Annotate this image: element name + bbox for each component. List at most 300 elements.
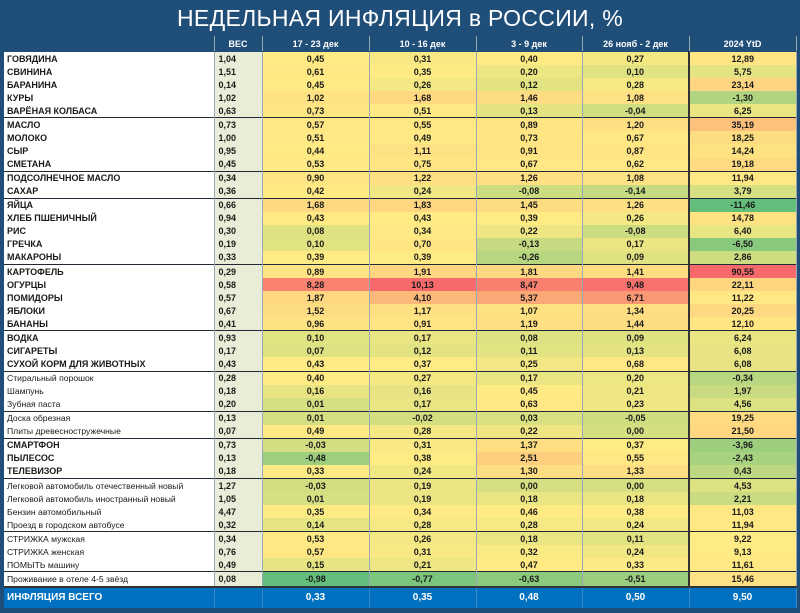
week-value-cell: 1,52 <box>262 304 369 317</box>
ytd-value-cell: 12,89 <box>689 52 796 66</box>
week-value-cell: 0,13 <box>476 104 582 118</box>
week-value-cell: 0,28 <box>369 518 476 532</box>
table-row <box>4 225 796 238</box>
ytd-value-cell: 23,14 <box>689 78 796 91</box>
table-row <box>4 558 796 572</box>
total-week-4: 0,50 <box>582 587 689 608</box>
week-value-cell: 4,10 <box>369 291 476 304</box>
row-weight: 0,18 <box>214 465 262 479</box>
week-value-cell: 0,46 <box>476 505 582 518</box>
row-weight: 0,58 <box>214 278 262 291</box>
week-value-cell: -0,98 <box>262 572 369 587</box>
week-value-cell: 0,26 <box>369 78 476 91</box>
week-value-cell: 0,89 <box>476 118 582 132</box>
ytd-value-cell: 1,97 <box>689 385 796 398</box>
week-value-cell: 0,43 <box>369 212 476 225</box>
table-row <box>4 317 796 331</box>
week-value-cell: 0,19 <box>369 479 476 493</box>
table-row <box>4 291 796 304</box>
week-value-cell: 0,01 <box>262 492 369 505</box>
week-value-cell: 0,11 <box>476 344 582 357</box>
table-row <box>4 104 796 118</box>
ytd-value-cell: 4,56 <box>689 398 796 412</box>
row-name: ВАРЁНАЯ КОЛБАСА <box>4 104 214 118</box>
week-value-cell: -0,26 <box>476 251 582 265</box>
row-name: СЫР <box>4 144 214 157</box>
week-value-cell: 0,51 <box>262 131 369 144</box>
ytd-value-cell: -6,50 <box>689 238 796 251</box>
row-name: БАРАНИНА <box>4 78 214 91</box>
week-value-cell: 0,31 <box>369 52 476 66</box>
total-week-1: 0,33 <box>262 587 369 608</box>
week-value-cell: 0,09 <box>582 331 689 345</box>
table-row <box>4 479 796 493</box>
ytd-value-cell: -11,46 <box>689 198 796 212</box>
row-name: СМЕТАНА <box>4 158 214 172</box>
week-value-cell: 0,70 <box>369 238 476 251</box>
row-name: СМАРТФОН <box>4 438 214 452</box>
row-name: Доска обрезная <box>4 411 214 425</box>
week-value-cell: 1,33 <box>582 465 689 479</box>
ytd-value-cell: 19,25 <box>689 411 796 425</box>
week-value-cell: 6,71 <box>582 291 689 304</box>
week-value-cell: 0,45 <box>262 78 369 91</box>
ytd-value-cell: 6,08 <box>689 357 796 371</box>
ytd-value-cell: 11,94 <box>689 171 796 185</box>
row-weight: 0,63 <box>214 104 262 118</box>
ytd-value-cell: 90,55 <box>689 265 796 279</box>
row-weight: 0,36 <box>214 185 262 199</box>
week-value-cell: 0,61 <box>262 65 369 78</box>
ytd-value-cell: 6,40 <box>689 225 796 238</box>
week-value-cell: 0,33 <box>582 558 689 572</box>
ytd-value-cell: 11,03 <box>689 505 796 518</box>
week-value-cell: 0,21 <box>582 385 689 398</box>
header-week-1: 17 - 23 дек <box>262 36 369 52</box>
ytd-value-cell: 35,19 <box>689 118 796 132</box>
row-name: СИГАРЕТЫ <box>4 344 214 357</box>
week-value-cell: 0,08 <box>262 225 369 238</box>
week-value-cell: 0,31 <box>369 438 476 452</box>
week-value-cell: 1,91 <box>369 265 476 279</box>
row-weight: 0,20 <box>214 398 262 412</box>
week-value-cell: 1,81 <box>476 265 582 279</box>
row-name: Бензин автомобильный <box>4 505 214 518</box>
ytd-value-cell: 12,10 <box>689 317 796 331</box>
row-weight: 0,45 <box>214 158 262 172</box>
week-value-cell: 0,22 <box>476 425 582 439</box>
row-weight: 0,33 <box>214 251 262 265</box>
week-value-cell: 1,68 <box>369 91 476 104</box>
ytd-value-cell: -3,96 <box>689 438 796 452</box>
ytd-value-cell: 11,61 <box>689 558 796 572</box>
week-value-cell: 0,96 <box>262 317 369 331</box>
row-weight: 0,17 <box>214 344 262 357</box>
week-value-cell: 0,17 <box>369 331 476 345</box>
total-label: ИНФЛЯЦИЯ ВСЕГО <box>4 587 214 608</box>
table-row <box>4 185 796 199</box>
row-name: ПЫЛЕСОС <box>4 452 214 465</box>
week-value-cell: 0,01 <box>262 411 369 425</box>
ytd-value-cell: 15,46 <box>689 572 796 587</box>
week-value-cell: 0,11 <box>582 532 689 546</box>
week-value-cell: -0,03 <box>262 479 369 493</box>
week-value-cell: 1,17 <box>369 304 476 317</box>
ytd-value-cell: 6,24 <box>689 331 796 345</box>
week-value-cell: 0,19 <box>369 492 476 505</box>
week-value-cell: 0,67 <box>582 131 689 144</box>
week-value-cell: 0,10 <box>262 331 369 345</box>
week-value-cell: 0,44 <box>262 144 369 157</box>
week-value-cell: 1,41 <box>582 265 689 279</box>
ytd-value-cell: 6,25 <box>689 104 796 118</box>
table-row <box>4 344 796 357</box>
week-value-cell: 0,38 <box>582 505 689 518</box>
row-name: КУРЫ <box>4 91 214 104</box>
week-value-cell: 0,89 <box>262 265 369 279</box>
week-value-cell: 1,22 <box>369 171 476 185</box>
week-value-cell: 1,07 <box>476 304 582 317</box>
week-value-cell: 0,40 <box>476 52 582 66</box>
table-row <box>4 518 796 532</box>
week-value-cell: 0,17 <box>582 238 689 251</box>
ytd-value-cell: 3,79 <box>689 185 796 199</box>
header-row <box>4 36 796 52</box>
week-value-cell: 0,31 <box>369 545 476 558</box>
week-value-cell: 1,87 <box>262 291 369 304</box>
row-weight: 0,32 <box>214 518 262 532</box>
table-row <box>4 425 796 439</box>
week-value-cell: 0,24 <box>582 518 689 532</box>
week-value-cell: 0,12 <box>369 344 476 357</box>
row-weight: 0,73 <box>214 438 262 452</box>
row-name: МАКАРОНЫ <box>4 251 214 265</box>
row-name: Зубная паста <box>4 398 214 412</box>
week-value-cell: 0,43 <box>262 357 369 371</box>
week-value-cell: 0,53 <box>262 532 369 546</box>
week-value-cell: 0,20 <box>476 65 582 78</box>
row-weight: 0,66 <box>214 198 262 212</box>
page-title: НЕДЕЛЬНАЯ ИНФЛЯЦИЯ в РОССИИ, % <box>177 5 623 31</box>
ytd-value-cell: 22,11 <box>689 278 796 291</box>
week-value-cell: 0,73 <box>262 104 369 118</box>
row-weight: 0,34 <box>214 171 262 185</box>
week-value-cell: 0,39 <box>369 251 476 265</box>
week-value-cell: 0,39 <box>262 251 369 265</box>
week-value-cell: 0,90 <box>262 171 369 185</box>
ytd-value-cell: 9,13 <box>689 545 796 558</box>
week-value-cell: 0,24 <box>369 185 476 199</box>
ytd-value-cell: -0,34 <box>689 371 796 385</box>
table-row <box>4 357 796 371</box>
header-name-cell <box>4 36 214 52</box>
week-value-cell: 0,18 <box>582 492 689 505</box>
total-weight <box>214 587 262 608</box>
week-value-cell: 0,35 <box>262 505 369 518</box>
week-value-cell: 0,16 <box>262 385 369 398</box>
row-weight: 0,34 <box>214 532 262 546</box>
table-row <box>4 212 796 225</box>
row-name: КАРТОФЕЛЬ <box>4 265 214 279</box>
table-row <box>4 438 796 452</box>
row-name: ВОДКА <box>4 331 214 345</box>
row-name: Проезд в городском автобусе <box>4 518 214 532</box>
week-value-cell: 0,38 <box>369 452 476 465</box>
week-value-cell: 0,24 <box>582 545 689 558</box>
ytd-value-cell: 0,43 <box>689 465 796 479</box>
row-weight: 0,08 <box>214 572 262 587</box>
row-name: ХЛЕБ ПШЕНИЧНЫЙ <box>4 212 214 225</box>
week-value-cell: 1,46 <box>476 91 582 104</box>
row-weight: 0,94 <box>214 212 262 225</box>
week-value-cell: 0,68 <box>582 357 689 371</box>
row-name: САХАР <box>4 185 214 199</box>
week-value-cell: 0,37 <box>582 438 689 452</box>
row-name: ЯЙЦА <box>4 198 214 212</box>
week-value-cell: -0,51 <box>582 572 689 587</box>
row-name: ПОМЫТЬ машину <box>4 558 214 572</box>
row-name: СУХОЙ КОРМ ДЛЯ ЖИВОТНЫХ <box>4 357 214 371</box>
row-name: Плиты древесностружечные <box>4 425 214 439</box>
week-value-cell: 0,73 <box>476 131 582 144</box>
row-name: БАНАНЫ <box>4 317 214 331</box>
week-value-cell: 0,23 <box>582 398 689 412</box>
row-weight: 0,43 <box>214 357 262 371</box>
week-value-cell: 1,02 <box>262 91 369 104</box>
header-weight: ВЕС <box>214 36 262 52</box>
week-value-cell: 1,26 <box>582 198 689 212</box>
week-value-cell: 0,57 <box>262 118 369 132</box>
week-value-cell: 0,28 <box>582 78 689 91</box>
row-name: МАСЛО <box>4 118 214 132</box>
week-value-cell: 0,15 <box>262 558 369 572</box>
row-name: ЯБЛОКИ <box>4 304 214 317</box>
table-row <box>4 118 796 132</box>
row-weight: 1,51 <box>214 65 262 78</box>
week-value-cell: 0,45 <box>262 52 369 66</box>
week-value-cell: 5,37 <box>476 291 582 304</box>
ytd-value-cell: 2,21 <box>689 492 796 505</box>
row-weight: 1,00 <box>214 131 262 144</box>
row-name: ПОДСОЛНЕЧНОЕ МАСЛО <box>4 171 214 185</box>
week-value-cell: -0,04 <box>582 104 689 118</box>
table-row <box>4 91 796 104</box>
week-value-cell: 0,32 <box>476 545 582 558</box>
row-weight: 0,30 <box>214 225 262 238</box>
week-value-cell: 0,75 <box>369 158 476 172</box>
row-weight: 0,73 <box>214 118 262 132</box>
week-value-cell: 0,08 <box>476 331 582 345</box>
week-value-cell: 0,12 <box>476 78 582 91</box>
week-value-cell: 0,91 <box>476 144 582 157</box>
week-value-cell: 1,83 <box>369 198 476 212</box>
table-row <box>4 465 796 479</box>
row-weight: 0,18 <box>214 385 262 398</box>
week-value-cell: 1,45 <box>476 198 582 212</box>
week-value-cell: 0,35 <box>369 65 476 78</box>
row-weight: 0,57 <box>214 291 262 304</box>
week-value-cell: 0,00 <box>476 479 582 493</box>
ytd-value-cell: 14,78 <box>689 212 796 225</box>
row-name: Легковой автомобиль отечественный новый <box>4 479 214 493</box>
ytd-value-cell: 4,53 <box>689 479 796 493</box>
row-name: СТРИЖКА женская <box>4 545 214 558</box>
row-weight: 0,13 <box>214 411 262 425</box>
row-weight: 1,27 <box>214 479 262 493</box>
header-week-2: 10 - 16 дек <box>369 36 476 52</box>
row-weight: 0,13 <box>214 452 262 465</box>
ytd-value-cell: 9,22 <box>689 532 796 546</box>
row-weight: 1,05 <box>214 492 262 505</box>
week-value-cell: 0,25 <box>476 357 582 371</box>
ytd-value-cell: 6,08 <box>689 344 796 357</box>
week-value-cell: 0,43 <box>262 212 369 225</box>
total-row <box>4 587 796 608</box>
table-row <box>4 304 796 317</box>
table-row <box>4 572 796 587</box>
ytd-value-cell: 18,25 <box>689 131 796 144</box>
row-name: Проживание в отеле 4-5 звёзд <box>4 572 214 587</box>
week-value-cell: 0,49 <box>369 131 476 144</box>
week-value-cell: 10,13 <box>369 278 476 291</box>
ytd-value-cell: -2,43 <box>689 452 796 465</box>
ytd-value-cell: 11,94 <box>689 518 796 532</box>
table-row <box>4 545 796 558</box>
week-value-cell: 0,57 <box>262 545 369 558</box>
row-name: РИС <box>4 225 214 238</box>
row-weight: 0,76 <box>214 545 262 558</box>
row-name: ОГУРЦЫ <box>4 278 214 291</box>
ytd-value-cell: 14,24 <box>689 144 796 157</box>
ytd-value-cell: 11,22 <box>689 291 796 304</box>
week-value-cell: 0,16 <box>369 385 476 398</box>
header-week-3: 3 - 9 дек <box>476 36 582 52</box>
inflation-table <box>4 36 797 608</box>
week-value-cell: 1,11 <box>369 144 476 157</box>
table-row <box>4 278 796 291</box>
ytd-value-cell: 5,75 <box>689 65 796 78</box>
ytd-value-cell: 20,25 <box>689 304 796 317</box>
row-weight: 0,28 <box>214 371 262 385</box>
week-value-cell: 0,03 <box>476 411 582 425</box>
week-value-cell: -0,63 <box>476 572 582 587</box>
week-value-cell: 0,28 <box>476 518 582 532</box>
table-row <box>4 78 796 91</box>
week-value-cell: 0,00 <box>582 479 689 493</box>
table-row <box>4 398 796 412</box>
week-value-cell: 8,28 <box>262 278 369 291</box>
week-value-cell: -0,77 <box>369 572 476 587</box>
table-row <box>4 131 796 144</box>
row-name: Стиральный порошок <box>4 371 214 385</box>
week-value-cell: 1,37 <box>476 438 582 452</box>
row-weight: 4,47 <box>214 505 262 518</box>
row-name: ГРЕЧКА <box>4 238 214 251</box>
row-name: СТРИЖКА мужская <box>4 532 214 546</box>
week-value-cell: 0,39 <box>476 212 582 225</box>
table-row <box>4 171 796 185</box>
week-value-cell: 0,18 <box>476 492 582 505</box>
week-value-cell: 0,42 <box>262 185 369 199</box>
week-value-cell: 0,10 <box>262 238 369 251</box>
week-value-cell: 1,19 <box>476 317 582 331</box>
week-value-cell: 0,55 <box>369 118 476 132</box>
row-name: Шампунь <box>4 385 214 398</box>
week-value-cell: 0,26 <box>582 212 689 225</box>
week-value-cell: 0,10 <box>582 65 689 78</box>
week-value-cell: 0,07 <box>262 344 369 357</box>
week-value-cell: 0,14 <box>262 518 369 532</box>
row-weight: 0,95 <box>214 144 262 157</box>
ytd-value-cell: 19,18 <box>689 158 796 172</box>
week-value-cell: 0,24 <box>369 465 476 479</box>
table-row <box>4 411 796 425</box>
week-value-cell: -0,08 <box>582 225 689 238</box>
week-value-cell: 0,40 <box>262 371 369 385</box>
week-value-cell: 0,27 <box>369 371 476 385</box>
week-value-cell: 0,00 <box>582 425 689 439</box>
week-value-cell: 0,18 <box>476 532 582 546</box>
table-row <box>4 492 796 505</box>
week-value-cell: 2,51 <box>476 452 582 465</box>
week-value-cell: 0,33 <box>262 465 369 479</box>
week-value-cell: 0,28 <box>369 425 476 439</box>
table-row <box>4 251 796 265</box>
row-name: СВИНИНА <box>4 65 214 78</box>
row-weight: 0,49 <box>214 558 262 572</box>
table-row <box>4 371 796 385</box>
row-name: ПОМИДОРЫ <box>4 291 214 304</box>
week-value-cell: 0,91 <box>369 317 476 331</box>
week-value-cell: 1,26 <box>476 171 582 185</box>
total-ytd: 9,50 <box>689 587 796 608</box>
week-value-cell: 0,47 <box>476 558 582 572</box>
week-value-cell: 0,63 <box>476 398 582 412</box>
week-value-cell: 0,51 <box>369 104 476 118</box>
week-value-cell: -0,13 <box>476 238 582 251</box>
row-name: МОЛОКО <box>4 131 214 144</box>
week-value-cell: 0,34 <box>369 505 476 518</box>
row-weight: 0,67 <box>214 304 262 317</box>
row-name: ТЕЛЕВИЗОР <box>4 465 214 479</box>
table-row <box>4 331 796 345</box>
week-value-cell: 1,44 <box>582 317 689 331</box>
table-row <box>4 452 796 465</box>
week-value-cell: 0,09 <box>582 251 689 265</box>
table-row <box>4 532 796 546</box>
row-weight: 0,19 <box>214 238 262 251</box>
week-value-cell: 0,17 <box>476 371 582 385</box>
week-value-cell: 0,55 <box>582 452 689 465</box>
week-value-cell: -0,14 <box>582 185 689 199</box>
ytd-value-cell: 21,50 <box>689 425 796 439</box>
week-value-cell: 0,67 <box>476 158 582 172</box>
week-value-cell: 9,48 <box>582 278 689 291</box>
table-row <box>4 144 796 157</box>
week-value-cell: -0,08 <box>476 185 582 199</box>
table-row <box>4 158 796 172</box>
week-value-cell: 0,53 <box>262 158 369 172</box>
table-row <box>4 385 796 398</box>
row-weight: 0,29 <box>214 265 262 279</box>
week-value-cell: 1,68 <box>262 198 369 212</box>
week-value-cell: 0,21 <box>369 558 476 572</box>
row-weight: 0,07 <box>214 425 262 439</box>
table-row <box>4 238 796 251</box>
row-name: ГОВЯДИНА <box>4 52 214 66</box>
ytd-value-cell: -1,30 <box>689 91 796 104</box>
table-row <box>4 505 796 518</box>
